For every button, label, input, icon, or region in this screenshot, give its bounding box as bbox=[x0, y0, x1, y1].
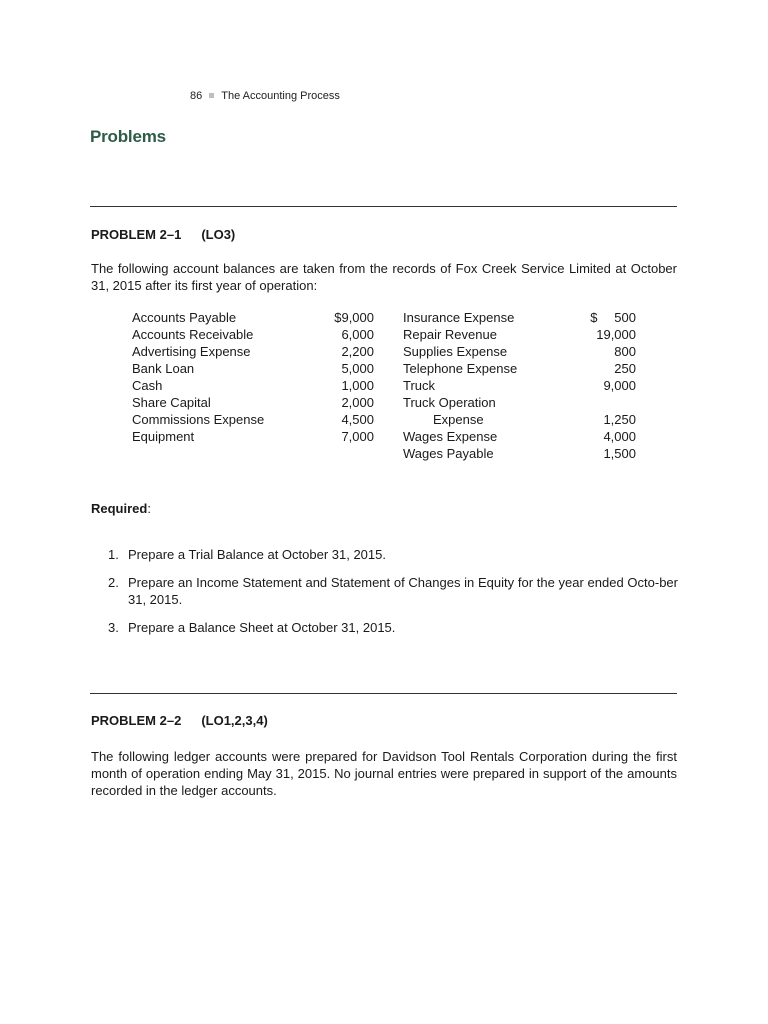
account-amount: 4,000 bbox=[603, 429, 636, 444]
account-amount: 1,000 bbox=[341, 378, 374, 393]
account-amount bbox=[578, 394, 636, 411]
item-text: Prepare a Balance Sheet at October 31, 2015. bbox=[128, 620, 396, 635]
running-head bbox=[190, 90, 340, 102]
account-name: Share Capital bbox=[132, 395, 211, 410]
account-name: Accounts Payable bbox=[132, 310, 237, 325]
required-list bbox=[108, 546, 678, 647]
account-name: Expense bbox=[433, 412, 484, 427]
account-name: Commissions Expense bbox=[132, 412, 265, 427]
account-name: Repair Revenue bbox=[403, 327, 497, 342]
currency-symbol: $ bbox=[590, 310, 598, 325]
account-amount: 1,250 bbox=[603, 412, 636, 427]
account-amount: 6,000 bbox=[341, 327, 374, 342]
separator-square-icon bbox=[209, 93, 214, 98]
problem-heading bbox=[91, 227, 235, 242]
account-amount: 19,000 bbox=[596, 327, 636, 342]
required-colon: : bbox=[147, 501, 151, 516]
problem-number: PROBLEM 2–1 bbox=[91, 227, 182, 242]
account-name: Accounts Receivable bbox=[132, 327, 254, 342]
account-amount: 9,000 bbox=[603, 378, 636, 393]
account-amount: 2,200 bbox=[341, 344, 374, 359]
divider bbox=[90, 206, 677, 207]
account-name: Wages Expense bbox=[403, 429, 498, 444]
item-number: 1. bbox=[108, 547, 119, 562]
account-amount: 2,000 bbox=[341, 395, 374, 410]
required-label bbox=[91, 501, 151, 516]
account-amount: 5,000 bbox=[341, 361, 374, 376]
account-amount: 250 bbox=[614, 361, 636, 376]
account-name: Telephone Expense bbox=[403, 361, 518, 376]
item-text: Prepare an Income Statement and Statement of Changes in Equity for the year ended Octo-ber 31, 2015. bbox=[128, 575, 678, 607]
account-amount: $9,000 bbox=[334, 310, 374, 325]
learning-objective: (LO3) bbox=[201, 227, 236, 242]
problem-intro: The following account balances are taken from the records of Fox Creek Service Limited at October 31, 2015 after its first year of operation: bbox=[91, 261, 677, 293]
account-name: Wages Payable bbox=[403, 446, 494, 461]
learning-objective: (LO1,2,3,4) bbox=[201, 713, 268, 728]
problem-intro: The following ledger accounts were prepared for Davidson Tool Rentals Corporation during the first month of operation ending May 31, 2015. No journal entries were prepared in support of the amounts recorded in the ledger accounts. bbox=[91, 749, 677, 798]
account-name: Supplies Expense bbox=[403, 344, 508, 359]
account-amount: 800 bbox=[614, 344, 636, 359]
list-item bbox=[108, 574, 678, 608]
problem-heading bbox=[91, 713, 268, 728]
item-number: 3. bbox=[108, 620, 119, 635]
item-text: Prepare a Trial Balance at October 31, 2015. bbox=[128, 547, 386, 562]
account-name: Advertising Expense bbox=[132, 344, 251, 359]
item-number: 2. bbox=[108, 575, 119, 590]
account-name: Truck bbox=[403, 378, 436, 393]
balances-left-amounts bbox=[318, 309, 374, 445]
page-number: 86 bbox=[190, 90, 203, 102]
account-amount: 7,000 bbox=[341, 429, 374, 444]
problem-number: PROBLEM 2–2 bbox=[91, 713, 182, 728]
account-name: Equipment bbox=[132, 429, 195, 444]
balances-right-amounts bbox=[578, 309, 636, 462]
required-text: Required bbox=[91, 501, 148, 516]
account-name: Cash bbox=[132, 378, 163, 393]
section-title: Problems bbox=[90, 127, 166, 146]
account-name: Bank Loan bbox=[132, 361, 195, 376]
list-item bbox=[108, 546, 678, 563]
account-name: Truck Operation bbox=[403, 395, 496, 410]
account-amount: 4,500 bbox=[341, 412, 374, 427]
balances-right-accounts bbox=[403, 309, 573, 462]
account-amount: 1,500 bbox=[603, 446, 636, 461]
divider bbox=[90, 693, 677, 694]
account-name: Insurance Expense bbox=[403, 310, 515, 325]
balances-left-accounts bbox=[132, 309, 312, 445]
book-title: The Accounting Process bbox=[221, 90, 340, 102]
account-amount bbox=[578, 309, 636, 326]
list-item bbox=[108, 619, 678, 636]
amount-value: 500 bbox=[614, 310, 636, 325]
